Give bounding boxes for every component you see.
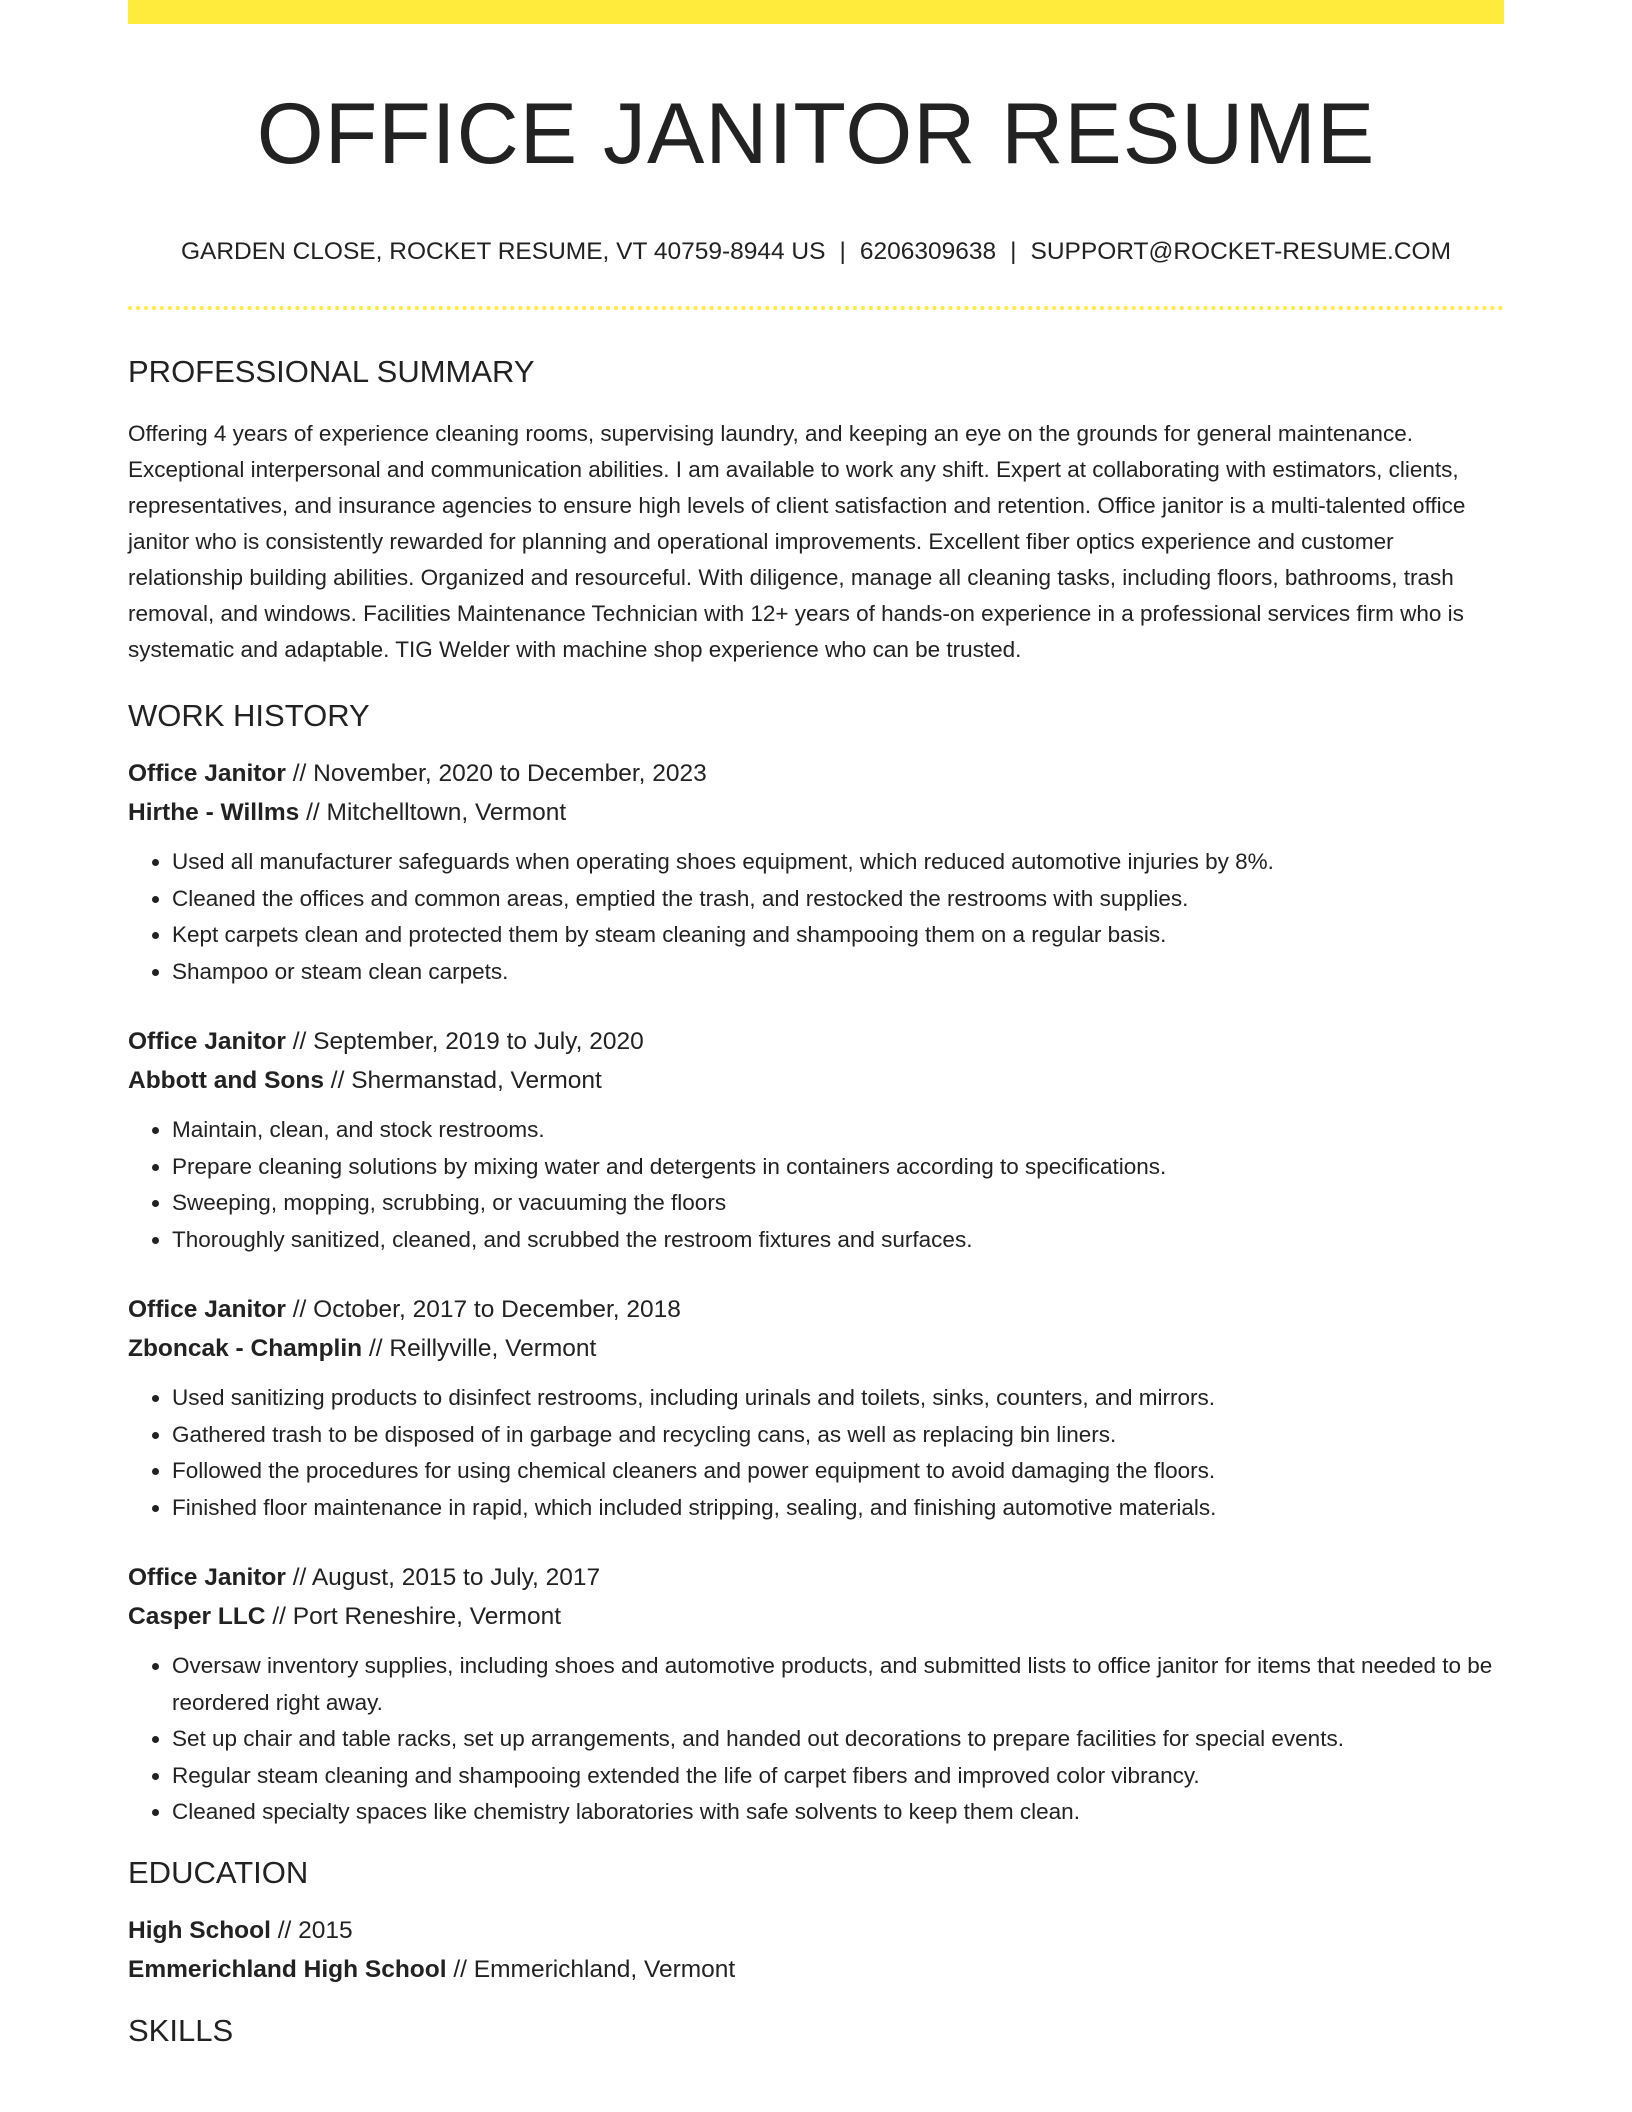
job-entry: [128, 1558, 1504, 1831]
job-duty-item: • Finished floor maintenance in rapid, which included stripping, sealing, and finishing automotive materials.: [172, 1490, 1504, 1527]
job-title: Office Janitor: [128, 1028, 286, 1055]
contact-separator: |: [839, 238, 846, 265]
education-delimiter: //: [270, 1916, 299, 1944]
job-duty-item: • Kept carpets clean and protected them by steam cleaning and shampooing them on a regular basis.: [172, 917, 1504, 954]
job-delimiter: //: [285, 1028, 314, 1055]
job-duty-item: • Shampoo or steam clean carpets.: [172, 954, 1504, 991]
contact-email: SUPPORT@ROCKET-RESUME.COM: [1030, 238, 1452, 265]
header-divider: [128, 306, 1504, 310]
job-duty-item: • Prepare cleaning solutions by mixing water and detergents in containers according to specifications.: [172, 1149, 1504, 1186]
job-title-line: [128, 1290, 1504, 1329]
job-duty-item: • Maintain, clean, and stock restrooms.: [172, 1112, 1504, 1149]
education-entry: [128, 1911, 1504, 1989]
job-duty-item: • Cleaned specialty spaces like chemistry laboratories with safe solvents to keep them clean.: [172, 1794, 1504, 1831]
job-company: Casper LLC: [128, 1603, 266, 1630]
resume-title: OFFICE JANITOR RESUME: [256, 86, 1376, 182]
job-dates: October, 2017 to December, 2018: [313, 1296, 681, 1323]
job-company-line: [128, 793, 1504, 832]
job-delimiter: //: [323, 1067, 352, 1094]
job-delimiter: //: [362, 1335, 390, 1362]
job-title-line: [128, 1022, 1504, 1061]
education-school: Emmerichland High School: [128, 1955, 447, 1983]
work-history-heading: WORK HISTORY: [128, 698, 370, 733]
job-duty-item: • Gathered trash to be disposed of in garbage and recycling cans, as well as replacing bin liners.: [172, 1417, 1504, 1454]
job-duties-list: [128, 1380, 1504, 1526]
job-duty-item: • Cleaned the offices and common areas, emptied the trash, and restocked the restrooms with supplies.: [172, 881, 1504, 918]
job-company: Hirthe - Willms: [128, 799, 300, 826]
contact-address: GARDEN CLOSE, ROCKET RESUME, VT 40759-8944 US: [180, 238, 826, 265]
job-location: Port Reneshire, Vermont: [292, 1603, 562, 1630]
job-dates: September, 2019 to July, 2020: [313, 1028, 644, 1055]
education-year: 2015: [298, 1916, 353, 1944]
job-delimiter: //: [299, 799, 327, 826]
job-company: Abbott and Sons: [128, 1067, 324, 1094]
job-location: Mitchelltown, Vermont: [326, 799, 567, 826]
job-company-line: [128, 1061, 1504, 1100]
job-duty-item: • Used sanitizing products to disinfect restrooms, including urinals and toilets, sinks, counters, and mirrors.: [172, 1380, 1504, 1417]
job-duty-item: • Oversaw inventory supplies, including shoes and automotive products, and submitted lists to office janitor for items that needed to be reordered right away.: [172, 1648, 1504, 1721]
work-history-list: [128, 754, 1504, 1831]
job-title: Office Janitor: [128, 1296, 286, 1323]
job-duty-item: • Sweeping, mopping, scrubbing, or vacuuming the floors: [172, 1185, 1504, 1222]
resume-page: [128, 0, 1504, 2051]
job-duty-item: • Regular steam cleaning and shampooing extended the life of carpet fibers and improved color vibrancy.: [172, 1758, 1504, 1795]
contact-separator: |: [1010, 238, 1017, 265]
job-company: Zboncak - Champlin: [128, 1335, 363, 1362]
job-duties-list: [128, 1112, 1504, 1258]
job-title-line: [128, 1558, 1504, 1597]
job-location: Reillyville, Vermont: [389, 1335, 597, 1362]
job-duty-item: • Set up chair and table racks, set up arrangements, and handed out decorations to prepare facilities for special events.: [172, 1721, 1504, 1758]
job-delimiter: //: [285, 1296, 314, 1323]
job-delimiter: //: [285, 1564, 312, 1591]
job-entry: [128, 754, 1504, 990]
education-degree-line: [128, 1911, 1504, 1950]
job-dates: November, 2020 to December, 2023: [313, 760, 707, 787]
education-location: Emmerichland, Vermont: [473, 1955, 736, 1983]
job-entry: [128, 1022, 1504, 1258]
job-duties-list: [128, 1648, 1504, 1831]
job-company-line: [128, 1329, 1504, 1368]
education-school-line: [128, 1950, 1504, 1989]
education-degree: High School: [128, 1916, 271, 1944]
job-title: Office Janitor: [128, 1564, 286, 1591]
job-duty-item: • Thoroughly sanitized, cleaned, and scrubbed the restroom fixtures and surfaces.: [172, 1222, 1504, 1259]
job-delimiter: //: [265, 1603, 293, 1630]
skills-heading: SKILLS: [128, 2012, 234, 2048]
job-title: Office Janitor: [128, 760, 286, 787]
job-duties-list: [128, 844, 1504, 990]
summary-heading: PROFESSIONAL SUMMARY: [128, 354, 535, 389]
education-delimiter: //: [446, 1955, 474, 1983]
job-duty-item: • Followed the procedures for using chemical cleaners and power equipment to avoid damaging the floors.: [172, 1453, 1504, 1490]
education-heading: EDUCATION: [128, 1854, 309, 1890]
contact-line: [128, 236, 1504, 268]
job-duty-item: • Used all manufacturer safeguards when operating shoes equipment, which reduced automotive injuries by 8%.: [172, 844, 1504, 881]
job-company-line: [128, 1597, 1504, 1636]
accent-top-bar: [128, 0, 1504, 24]
job-entry: [128, 1290, 1504, 1526]
summary-text: Offering 4 years of experience cleaning rooms, supervising laundry, and keeping an eye on the grounds for general maintenance. Exceptional interpersonal and communication abilities. I am available to work any shift. Expert at collaborating with estimators, clients, representatives, and insurance agencies to ensure high levels of client satisfaction and retention. Office janitor is a multi-talented office janitor who is consistently rewarded for planning and operational improvements. Excellent fiber optics experience and customer relationship building abilities. Organized and resourceful. With diligence, manage all cleaning tasks, including floors, bathrooms, trash removal, and windows. Facilities Maintenance Technician with 12+ years of hands-on experience in a professional services firm who is systematic and adaptable. TIG Welder with machine shop experience who can be trusted.: [128, 421, 1466, 662]
job-title-line: [128, 754, 1504, 793]
job-location: Shermanstad, Vermont: [351, 1067, 602, 1094]
contact-phone: 6206309638: [859, 238, 997, 265]
job-dates: August, 2015 to July, 2017: [311, 1564, 601, 1591]
job-delimiter: //: [285, 760, 314, 787]
